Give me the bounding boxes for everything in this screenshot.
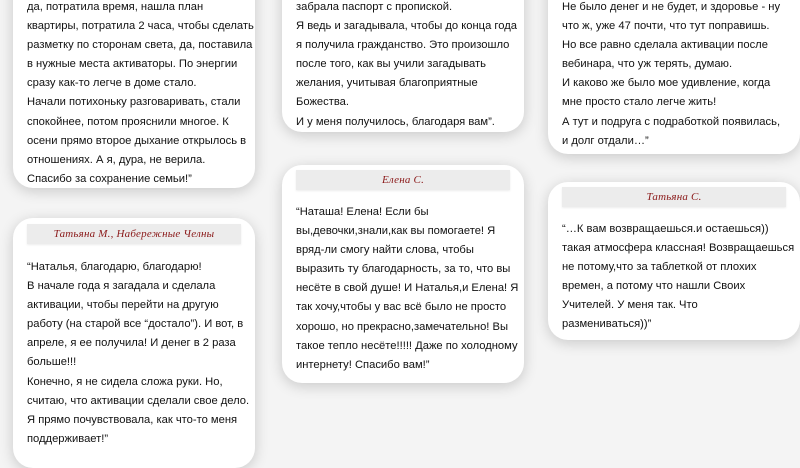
review-line: И каково же было мое удивление, когда [562, 77, 771, 90]
review-line: такая атмосфера классная! Возвращаешься [562, 242, 795, 255]
review-text [562, 220, 795, 335]
review-text [27, 258, 250, 449]
review-line: отношениях. А я, дура, не верила. [27, 153, 206, 166]
review-line: Я ведь и загадывала, чтобы до конца года [296, 20, 517, 33]
review-line: поддерживает!” [27, 432, 109, 445]
review-line: В начале года я загадала и сделала [27, 280, 216, 293]
review-line: вебинара, что уж терять, думаю. [562, 58, 733, 71]
review-line: времен, а потому что нашли Своих [562, 280, 746, 293]
review-line: апреле, я ее получила! И денег в 2 раза [27, 337, 236, 350]
review-line: не потому,что за таблеткой от плохих [562, 261, 757, 274]
review-line: “Наталья, благодарю, благодарю! [27, 261, 202, 273]
review-line: такое тепло несёте!!!!! Даже по холодному [296, 339, 518, 352]
review-line: больше!!! [27, 356, 77, 369]
review-card [282, 165, 524, 383]
review-line: хорошо, но прекрасно,замечательно! Вы [296, 320, 509, 333]
review-line: сразу как-то легче в доме стало. [27, 77, 197, 90]
review-text [562, 0, 790, 151]
review-line: А тут и подруга с подработкой появилась, [562, 115, 781, 128]
review-line: И у меня получилось, благодаря вам”. [296, 115, 495, 128]
review-text [296, 203, 519, 375]
review-line: Я прямо почувствовала, как что-то меня [27, 413, 238, 426]
review-line: считаю, что активации сделали свое дело. [27, 394, 250, 407]
review-line: размениваться))” [562, 318, 652, 331]
review-line: так хочу,чтобы у вас всё было не просто [296, 301, 507, 314]
review-card [548, 182, 800, 340]
review-line: активации, чтобы перейти на другую [27, 299, 219, 312]
review-line: “Наташа! Елена! Если бы [296, 206, 429, 218]
review-text [27, 0, 254, 189]
review-line: “…К вам возвращаешься.и остаешься)) [562, 223, 769, 235]
review-line: и долг отдали…” [562, 134, 649, 147]
review-line: Не было денег и не будет, и здоровье - ну [562, 1, 781, 13]
review-line: мне просто стало легче жить! [562, 96, 717, 109]
review-line: осени прямо второе дыхание открылось в [27, 134, 247, 147]
review-line: забрала паспорт с пропиской. [296, 1, 453, 13]
review-line: выразить ту благодарность, за то, что вы [296, 263, 511, 276]
review-line: Спасибо за сохранение семьи!” [27, 172, 192, 185]
review-card [548, 0, 800, 154]
review-line: Начали потихоньку разговаривать, стали [27, 96, 241, 109]
review-line: спокойнее, потом прояснили многое. К [27, 115, 229, 128]
review-line: желания, учитывая благоприятные [296, 77, 478, 90]
reviewer-name: Татьяна С. [562, 187, 786, 207]
review-line: интернету! Спасибо вам!” [296, 358, 430, 371]
review-text [296, 0, 517, 132]
review-card [282, 0, 524, 132]
review-line: Божества. [296, 96, 350, 109]
review-line: вряд-ли смогу найти слова, чтобы [296, 244, 474, 257]
reviewer-name: Елена С. [296, 170, 510, 190]
review-line: вы,девочки,знали,как вы помогаете! Я [296, 225, 496, 238]
review-card [13, 218, 255, 468]
review-line: Учителей. У меня так. Что [562, 299, 698, 312]
review-line: я получила гражданство. Это произошло [296, 39, 510, 52]
review-line: в нужные места активаторы. По энергии [27, 58, 238, 71]
review-line: Но все равно сделала активации после [562, 39, 768, 52]
review-line: что ж, уже 47 почти, что тут поправишь. [562, 20, 770, 33]
review-line: работу (на старой все “достало”). И вот, в [27, 318, 244, 331]
review-line: Конечно, я не сидела сложа руки. Но, [27, 375, 223, 388]
review-line: несёте в свой душе! И Наталья,и Елена! Я [296, 282, 519, 295]
review-line: квартиры, потратила 2 часа, чтобы сделать [27, 20, 254, 33]
review-line: да, потратила время, нашла план [27, 1, 204, 13]
review-line: после того, как вы учили загадывать [296, 58, 486, 71]
reviewer-name: Татьяна М., Набережные Челны [27, 224, 241, 244]
review-line: разметку по сторонам света, да, поставила [27, 39, 253, 52]
review-card [13, 0, 255, 188]
